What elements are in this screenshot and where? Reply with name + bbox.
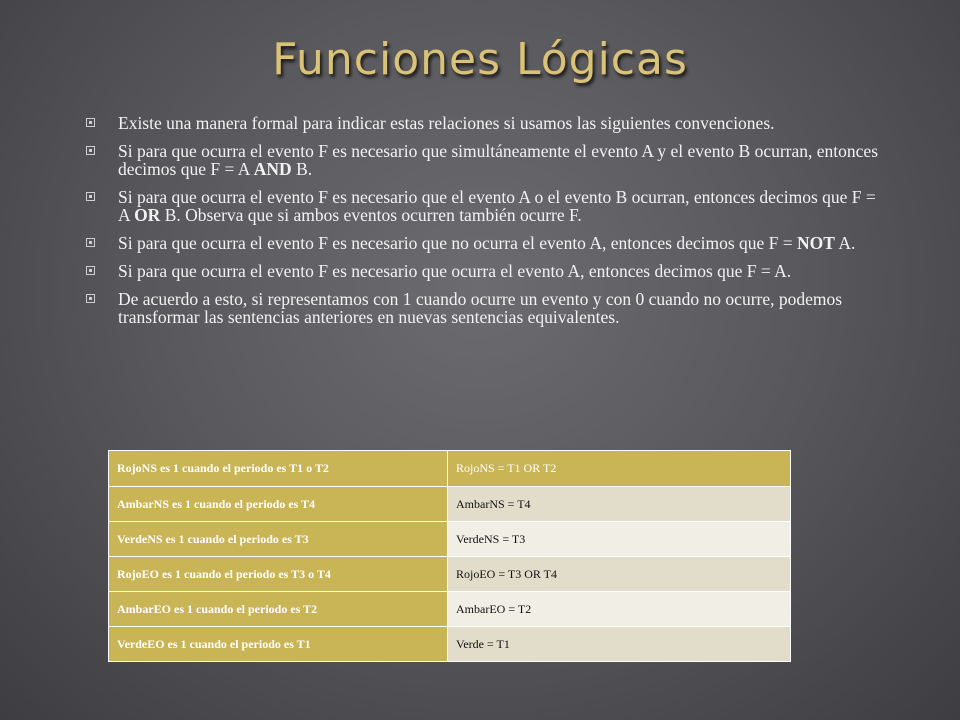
bullet-text: B. (291, 159, 313, 179)
square-bullet-icon (86, 146, 95, 155)
square-bullet-icon (86, 238, 95, 247)
square-bullet-icon (86, 294, 95, 303)
table-cell-expression: RojoNS = T1 OR T2 (448, 451, 791, 487)
bullet-text: Si para que ocurra el evento F es necesario que el evento A o el evento B ocurran, entonces decimos que F = A (118, 187, 876, 225)
table-row (109, 522, 791, 557)
table-cell-expression: VerdeNS = T3 (448, 522, 791, 557)
table-cell-description: VerdeNS es 1 cuando el periodo es T3 (109, 522, 448, 557)
logic-table-grid (108, 450, 791, 662)
table-cell-description: RojoNS es 1 cuando el periodo es T1 o T2 (109, 451, 448, 487)
bullet-item (86, 142, 886, 178)
bullet-text: Si para que ocurra el evento F es necesario que ocurra el evento A, entonces decimos que F = A. (118, 261, 792, 281)
bullet-text: Existe una manera formal para indicar estas relaciones si usamos las siguientes convenciones. (118, 113, 775, 133)
table-cell-description: AmbarEO es 1 cuando el periodo es T2 (109, 592, 448, 627)
bullet-item (86, 234, 886, 252)
bullet-keyword-or: OR (134, 205, 161, 225)
bullet-item (86, 188, 886, 224)
bullet-keyword-not: NOT (797, 233, 835, 253)
table-cell-expression: AmbarNS = T4 (448, 487, 791, 522)
bullet-text: Si para que ocurra el evento F es necesario que no ocurra el evento A, entonces decimos que F = (118, 233, 798, 253)
bullet-item (86, 262, 886, 280)
bullet-text: Si para que ocurra el evento F es necesario que simultáneamente el evento A y el evento B ocurran, entonces decimos que F = A (118, 141, 879, 179)
square-bullet-icon (86, 266, 95, 275)
table-cell-description: VerdeEO es 1 cuando el periodo es T1 (109, 627, 448, 662)
table-cell-expression: Verde = T1 (448, 627, 791, 662)
square-bullet-icon (86, 118, 95, 127)
table-cell-expression: RojoEO = T3 OR T4 (448, 557, 791, 592)
table-row (109, 557, 791, 592)
slide-title: Funciones Lógicas (272, 34, 688, 85)
square-bullet-icon (86, 192, 95, 201)
bullet-item (86, 114, 886, 132)
bullet-list (86, 114, 886, 336)
table-row (109, 592, 791, 627)
table-row (109, 487, 791, 522)
table-cell-description: AmbarNS es 1 cuando el periodo es T4 (109, 487, 448, 522)
bullet-text: De acuerdo a esto, si representamos con 1 cuando ocurre un evento y con 0 cuando no ocurre, podemos transformar las sentencias anteriores en nuevas sentencias equivalentes. (118, 289, 843, 327)
bullet-text: B. Observa que si ambos eventos ocurren también ocurre F. (160, 205, 582, 225)
bullet-text: A. (834, 233, 856, 253)
table-cell-expression: AmbarEO = T2 (448, 592, 791, 627)
table-cell-description: RojoEO es 1 cuando el periodo es T3 o T4 (109, 557, 448, 592)
table-row (109, 627, 791, 662)
table-row (109, 451, 791, 487)
bullet-item (86, 290, 886, 326)
logic-table (108, 450, 790, 662)
bullet-keyword-and: AND (253, 159, 292, 179)
